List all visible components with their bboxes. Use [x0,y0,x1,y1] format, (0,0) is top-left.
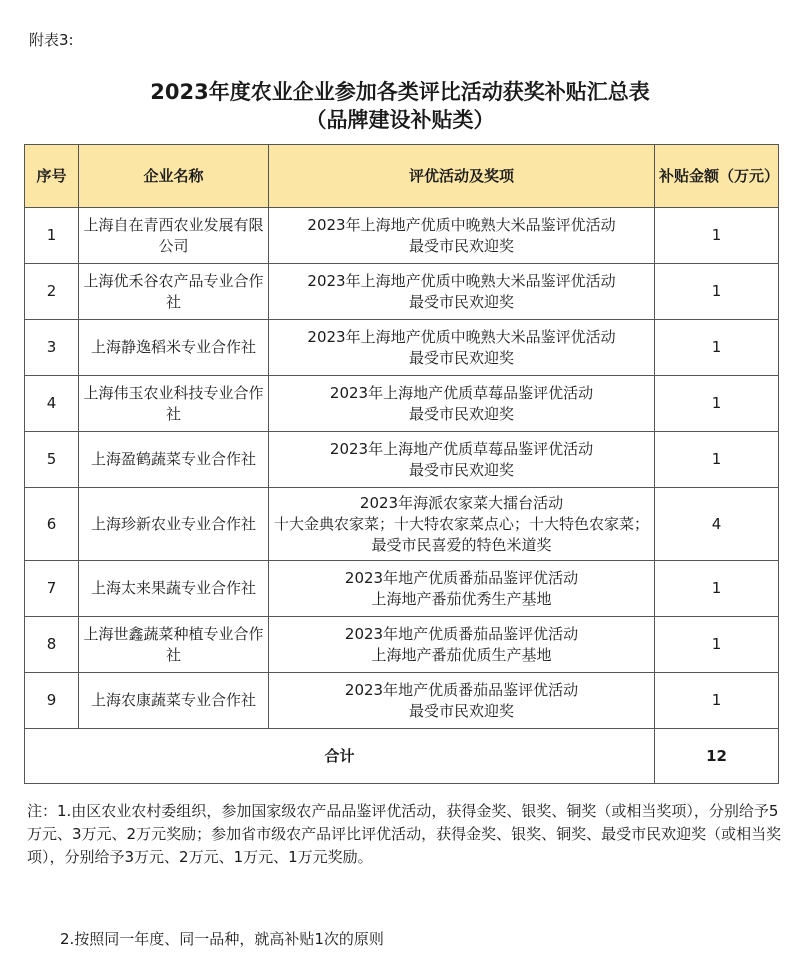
award-line: 最受市民欢迎奖 [408,348,514,367]
header-amount [655,145,779,208]
page-title: 2023年度农业企业参加各类评比活动获奖补贴汇总表 [150,80,650,104]
row-award [269,320,655,376]
table-row [25,320,779,376]
award-line: 2023年上海地产优质草莓品鉴评优活动 [329,439,594,458]
row-company: 上海伟玉农业科技专业合作社 [79,376,269,432]
award-line: 2023年地产优质番茄品鉴评优活动 [344,568,579,587]
award-line: 上海地产番茄优秀生产基地 [371,589,552,608]
row-amount: 1 [655,432,779,488]
row-seq: 2 [25,264,79,320]
page-subtitle: （品牌建设补贴类） [305,108,495,132]
row-amount: 4 [655,488,779,561]
row-seq: 4 [25,376,79,432]
award-line: 2023年上海地产优质中晚熟大米品鉴评优活动 [307,215,616,234]
award-line: 上海地产番茄优质生产基地 [371,645,552,664]
table-row [25,673,779,729]
award-line: 2023年地产优质番茄品鉴评优活动 [344,624,579,643]
award-line: 最受市民欢迎奖 [408,701,514,720]
table-row [25,432,779,488]
header-seq: 序号 [25,145,79,208]
row-seq: 1 [25,208,79,264]
note-1: 注：1.由区农业农村委组织，参加国家级农产品品鉴评优活动，获得金奖、银奖、铜奖（或相当奖项），分别给予5万元、3万元、2万元奖励；参加省市级农产品评比评优活动，获得金奖、银奖、铜奖、最受市民欢迎奖（或相当奖项），分别给予3万元、2万元、1万元、1万元奖励。 [27,802,782,866]
award-line: 2023年上海地产优质草莓品鉴评优活动 [329,383,594,402]
award-line: 最受市民欢迎奖 [408,404,514,423]
header-award: 评优活动及奖项 [269,145,655,208]
row-amount: 1 [655,264,779,320]
table-header-row [25,145,779,208]
award-line: 最受市民欢迎奖 [408,292,514,311]
row-seq: 8 [25,617,79,673]
subsidy-table [24,144,779,784]
award-line: 2023年上海地产优质中晚熟大米品鉴评优活动 [307,327,616,346]
table-row [25,561,779,617]
table-row [25,208,779,264]
row-award [269,617,655,673]
note-2: 2.按照同一年度、同一品种，就高补贴1次的原则 [60,930,384,948]
row-seq: 9 [25,673,79,729]
award-line: 2023年地产优质番茄品鉴评优活动 [344,680,579,699]
award-line: 2023年上海地产优质中晚熟大米品鉴评优活动 [307,271,616,290]
row-award [269,488,655,561]
row-award [269,264,655,320]
row-company: 上海自在青西农业发展有限公司 [79,208,269,264]
row-amount: 1 [655,673,779,729]
row-company: 上海优禾谷农产品专业合作社 [79,264,269,320]
row-amount: 1 [655,376,779,432]
total-row [25,729,779,784]
table-row [25,264,779,320]
row-amount: 1 [655,320,779,376]
table-row [25,488,779,561]
appendix-label: 附表3: [29,31,74,49]
row-award [269,376,655,432]
row-amount: 1 [655,208,779,264]
row-amount: 1 [655,617,779,673]
row-company: 上海盈鹤蔬菜专业合作社 [79,432,269,488]
award-line: 2023年海派农家菜大擂台活动 [359,493,564,512]
row-seq: 3 [25,320,79,376]
row-award [269,432,655,488]
table-row [25,617,779,673]
row-award [269,208,655,264]
header-amount-text: 补贴金额（万元） [659,166,780,185]
award-line: 十大金典农家菜；十大特农家菜点心；十大特色农家菜；最受市民喜爱的特色米道奖 [273,514,649,554]
row-seq: 6 [25,488,79,561]
row-company: 上海静逸稻米专业合作社 [79,320,269,376]
row-seq: 7 [25,561,79,617]
total-amount: 12 [655,729,779,784]
row-award [269,561,655,617]
header-company: 企业名称 [79,145,269,208]
row-award [269,673,655,729]
total-label: 合计 [25,729,655,784]
award-line: 最受市民欢迎奖 [408,460,514,479]
row-company: 上海农康蔬菜专业合作社 [79,673,269,729]
row-seq: 5 [25,432,79,488]
row-company: 上海珍新农业专业合作社 [79,488,269,561]
row-amount: 1 [655,561,779,617]
award-line: 最受市民欢迎奖 [408,236,514,255]
table-row [25,376,779,432]
row-company: 上海太来果蔬专业合作社 [79,561,269,617]
row-company: 上海世鑫蔬菜种植专业合作社 [79,617,269,673]
